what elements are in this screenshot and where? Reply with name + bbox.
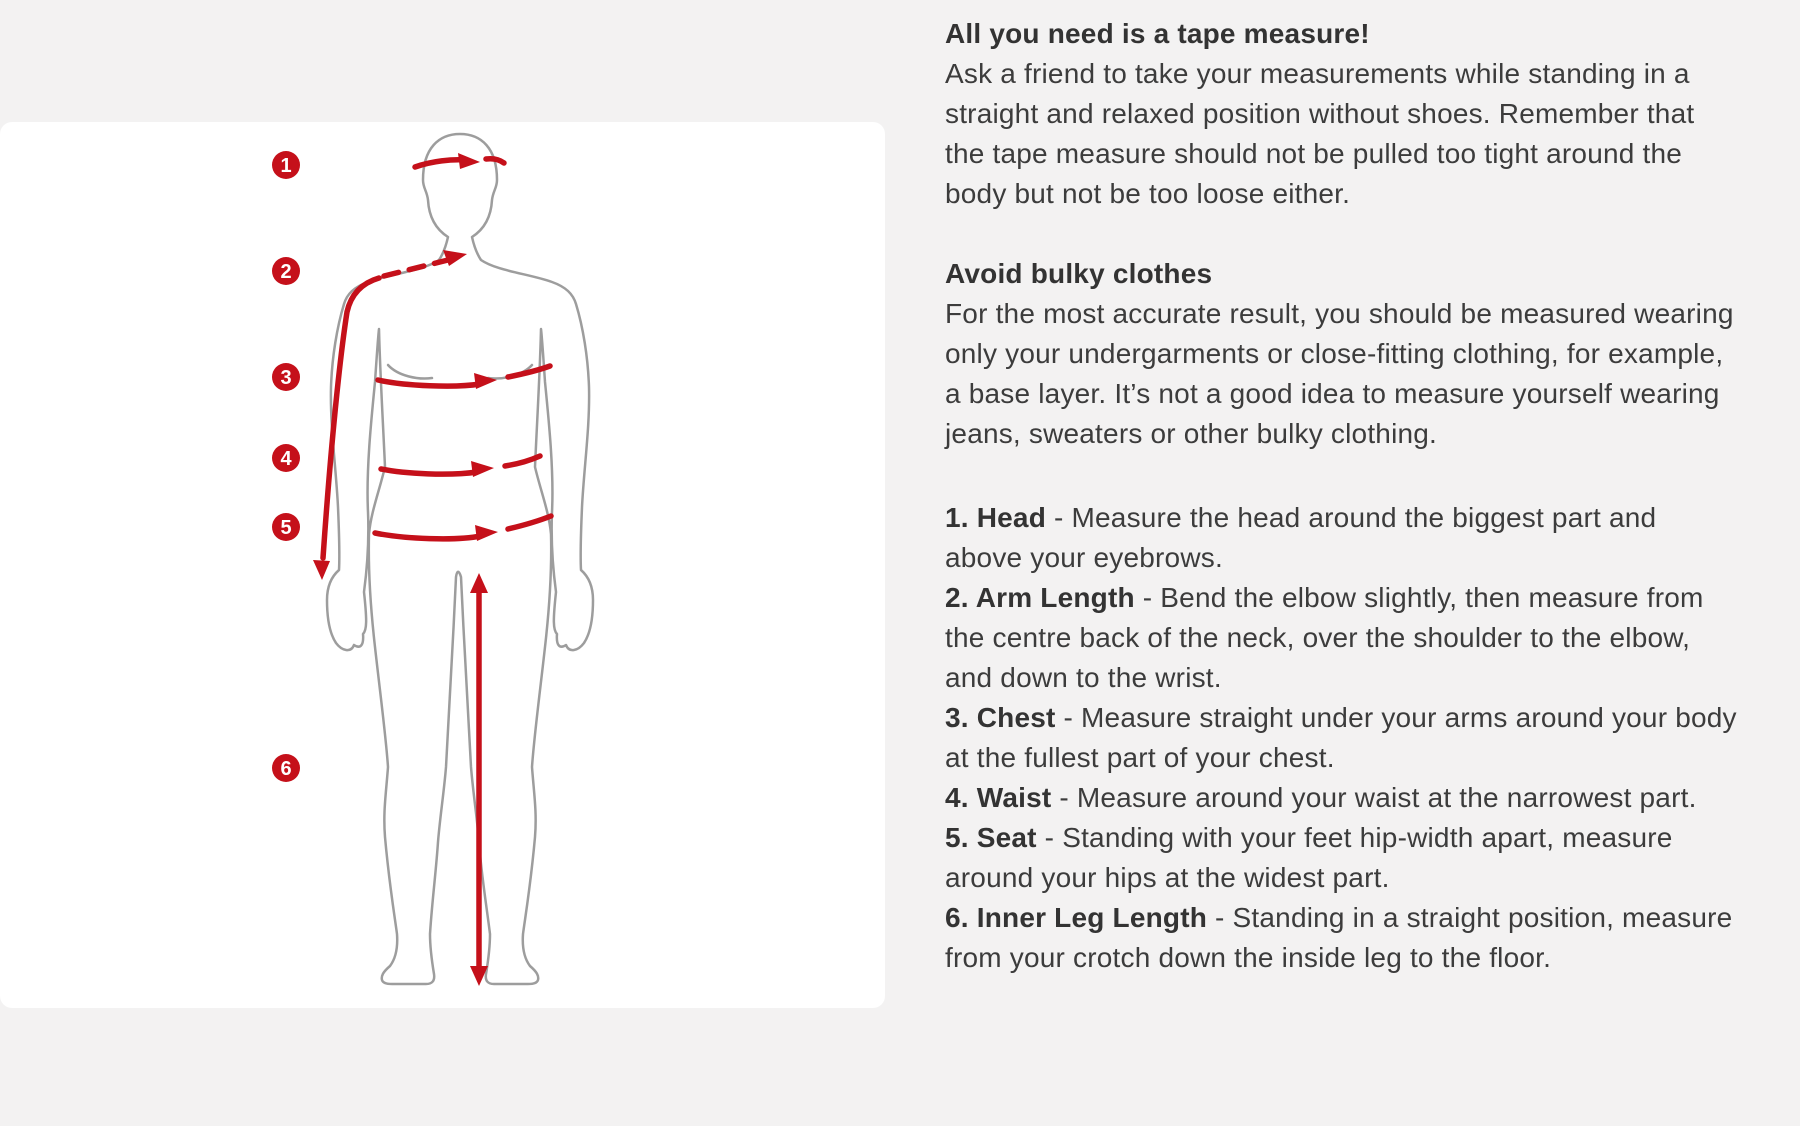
marker-4-number: 4 xyxy=(280,448,292,470)
separator: - xyxy=(1215,902,1225,933)
measure-marker-6 xyxy=(272,754,300,782)
body-measurement-diagram xyxy=(0,122,885,1008)
bulky-clothes-section xyxy=(945,254,1740,454)
measurement-item-inner-leg-length xyxy=(945,898,1740,978)
marker-2-number: 2 xyxy=(280,261,292,283)
measurement-list xyxy=(945,498,1740,978)
measurement-item-seat-description: Standing with your feet hip-width apart, measure around your hips at the widest part. xyxy=(945,822,1673,893)
measure-marker-2 xyxy=(272,257,300,285)
separator: - xyxy=(1053,502,1064,533)
measurement-item-head-description: Measure the head around the biggest part and above your eyebrows. xyxy=(945,502,1657,573)
measurement-item-chest-description: Measure straight under your arms around your body at the fullest part of your chest. xyxy=(945,702,1737,773)
waist-measure-arrow xyxy=(381,456,540,477)
measurement-item-head xyxy=(945,498,1740,578)
separator: - xyxy=(1063,702,1074,733)
marker-6-number: 6 xyxy=(280,758,292,780)
measurement-item-waist-description: Measure around your waist at the narrowest part. xyxy=(1076,782,1697,813)
measurement-item-waist-label: 4. Waist xyxy=(945,782,1052,813)
measurement-item-chest xyxy=(945,698,1740,778)
measure-marker-1 xyxy=(272,151,300,179)
bulky-clothes-paragraph: For the most accurate result, you should be measured wearing only your undergarments or close-fitting clothing, for example, a base layer. It’s not a good idea to measure yourself wearing jeans, sweaters or other bulky clothing. xyxy=(945,298,1734,449)
measurement-item-waist xyxy=(945,778,1740,818)
measurement-item-arm-length-label: 2. Arm Length xyxy=(945,582,1135,613)
marker-1-number: 1 xyxy=(280,155,292,177)
tape-measure-heading: All you need is a tape measure! xyxy=(945,18,1370,49)
measure-marker-4 xyxy=(272,444,300,472)
separator: - xyxy=(1044,822,1055,853)
measurement-item-head-label: 1. Head xyxy=(945,502,1046,533)
measure-marker-5 xyxy=(272,513,300,541)
measurement-item-inner-leg-length-description: Standing in a straight position, measure from your crotch down the inside leg to the floor. xyxy=(945,902,1733,973)
body-outline xyxy=(327,134,593,984)
bulky-clothes-heading: Avoid bulky clothes xyxy=(945,258,1213,289)
left-pec-line xyxy=(388,365,432,378)
figure-panel xyxy=(0,122,885,1008)
marker-3-number: 3 xyxy=(280,367,292,389)
tape-measure-section xyxy=(945,14,1740,214)
marker-5-number: 5 xyxy=(280,517,292,539)
separator: - xyxy=(1142,582,1153,613)
measurement-item-arm-length xyxy=(945,578,1740,698)
measure-marker-3 xyxy=(272,363,300,391)
tape-measure-paragraph: Ask a friend to take your measurements while standing in a straight and relaxed position without shoes. Remember that the tape measure should not be pulled too tight around the body but not be too loose either. xyxy=(945,58,1695,209)
instructions-panel xyxy=(945,14,1740,978)
measurement-item-seat xyxy=(945,818,1740,898)
chest-measure-arrow xyxy=(378,366,550,389)
measurement-item-arm-length-description: Bend the elbow slightly, then measure from the centre back of the neck, over the shoulder to the elbow, and down to the wrist. xyxy=(945,582,1704,693)
seat-measure-arrow xyxy=(375,516,551,541)
arm-length-measure-arrow xyxy=(313,250,467,580)
measurement-item-chest-label: 3. Chest xyxy=(945,702,1056,733)
separator: - xyxy=(1059,782,1069,813)
measurement-item-seat-label: 5. Seat xyxy=(945,822,1037,853)
measurement-item-inner-leg-length-label: 6. Inner Leg Length xyxy=(945,902,1208,933)
